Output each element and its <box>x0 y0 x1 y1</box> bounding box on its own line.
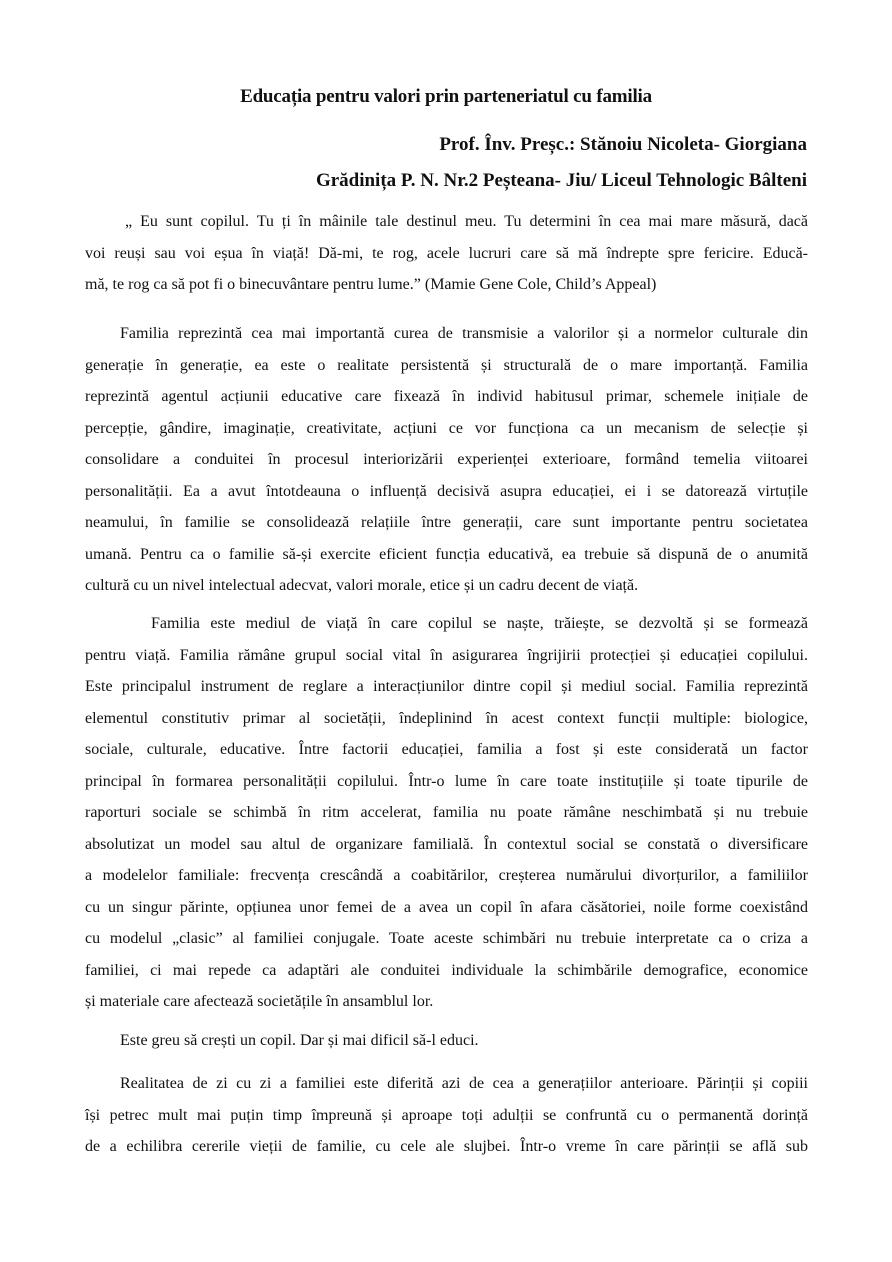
paragraph-line: își petrec mult mai puțin timp împreună și aproape toți adulții se confruntă cu o permanentă dorință <box>85 1106 808 1124</box>
body-paragraph <box>85 608 808 1018</box>
paragraph-line: consolidare a conduitei în procesul interiorizării experienței exterioare, formând temelia viitoarei <box>85 451 808 468</box>
paragraph-line: Familia reprezintă cea mai importantă curea de transmisie a valorilor și a normelor culturale din <box>120 325 808 342</box>
body-paragraph <box>85 1025 808 1057</box>
paragraph-line: neamului, în familie se consolidează relațiile între generații, care sunt importante pentru societatea <box>85 514 808 531</box>
paragraph-line: generație în generație, ea este o realitate persistentă și structurală de o mare importanță. Familia <box>85 356 808 374</box>
paragraph-line: personalității. Ea a avut întotdeauna o influență decisivă asupra educației, ei i se datorează virtuțile <box>85 482 808 500</box>
institution-line: Grădinița P. N. Nr.2 Peșteana- Jiu/ Liceul Tehnologic Bâlteni <box>315 170 807 191</box>
paragraph-line: Familia este mediul de viață în care copilul se naște, trăiește, se dezvoltă și se formează <box>151 615 808 632</box>
paragraph-line: de a echilibra cererile vieții de familie, cu cele ale slujbei. Într-o vreme în care părinții se află sub <box>85 1138 808 1155</box>
body-paragraph <box>85 1068 808 1163</box>
paragraph-line: cultură cu un nivel intelectual adecvat, valori morale, etice și un cadru decent de viață. <box>85 577 639 594</box>
quote-paragraph <box>85 206 808 301</box>
paragraph-line: și materiale care afectează societățile în ansamblul lor. <box>85 993 434 1010</box>
paragraph-line: sociale, culturale, educative. Între factorii educației, familia a fost și este considerată un factor <box>85 741 808 758</box>
document-title: Educația pentru valori prin parteneriatul cu familia <box>240 86 652 107</box>
paragraph-line: absolutizat un model sau altul de organizare familială. În contextul social se constată o diversificare <box>85 835 808 853</box>
paragraph-line: raporturi sociale se schimbă în ritm accelerat, familia nu poate rămâne neschimbată și nu trebuie <box>85 804 808 821</box>
paragraph-line: „ Eu sunt copilul. Tu ți în mâinile tale destinul meu. Tu determini în cea mai mare măsură, dacă <box>125 213 808 230</box>
paragraph-line: Realitatea de zi cu zi a familiei este diferită azi de cea a generațiilor anterioare. Părinții și copiii <box>120 1075 808 1092</box>
paragraph-line: cu un singur părinte, opțiunea unor femei de a avea un copil în afara căsătoriei, noile forme coexistând <box>85 898 808 916</box>
paragraph-line: Este greu să crești un copil. Dar și mai dificil să-l educi. <box>120 1032 479 1049</box>
paragraph-line: familiei, ci mai repede ca adaptări ale conduitei individuale la schimbările demografice, economice <box>85 961 808 979</box>
paragraph-line: reprezintă agentul acțiunii educative care fixează în individ habitusul primar, schemele inițiale de <box>85 388 808 405</box>
paragraph-line: umană. Pentru ca o familie să-și exercite eficient funcția educativă, ea trebuie să dispună de o anumită <box>85 545 808 563</box>
body-paragraph <box>85 318 808 602</box>
author-line: Prof. Înv. Preșc.: Stănoiu Nicoleta- Giorgiana <box>439 134 807 155</box>
paragraph-line: mă, te rog ca să pot fi o binecuvântare pentru lume.” (Mamie Gene Cole, Child’s Appeal) <box>85 276 657 293</box>
paragraph-line: percepție, gândire, imaginație, creativitate, acțiuni ce vor funcționa ca un mecanism de selecție și <box>85 419 808 437</box>
paragraph-line: Este principalul instrument de reglare a interacțiunilor dintre copil și mediul social. Familia reprezintă <box>85 678 808 695</box>
paragraph-line: cu modelul „clasic” al familiei conjugale. Toate aceste schimbări nu trebuie interpretate ca o criza a <box>85 930 808 947</box>
paragraph-line: a modelelor familiale: frecvența crescândă a coabitărilor, creșterea numărului divorțurilor, a familiilor <box>85 867 808 884</box>
paragraph-line: pentru viață. Familia rămâne grupul social vital în asigurarea îngrijirii protecției și educației copilului. <box>85 646 808 664</box>
paragraph-line: elementul constitutiv primar al societății, îndeplinind în acest context funcții multiple: biologice, <box>85 709 808 727</box>
paragraph-line: principal în formarea personalității copilului. Într-o lume în care toate instituțiile și toate tipurile de <box>85 772 808 790</box>
paragraph-line: voi reuși sau voi eșua în viață! Dă-mi, te rog, acele lucruri care să mă îndrepte spre fericire. Educă- <box>85 244 808 262</box>
